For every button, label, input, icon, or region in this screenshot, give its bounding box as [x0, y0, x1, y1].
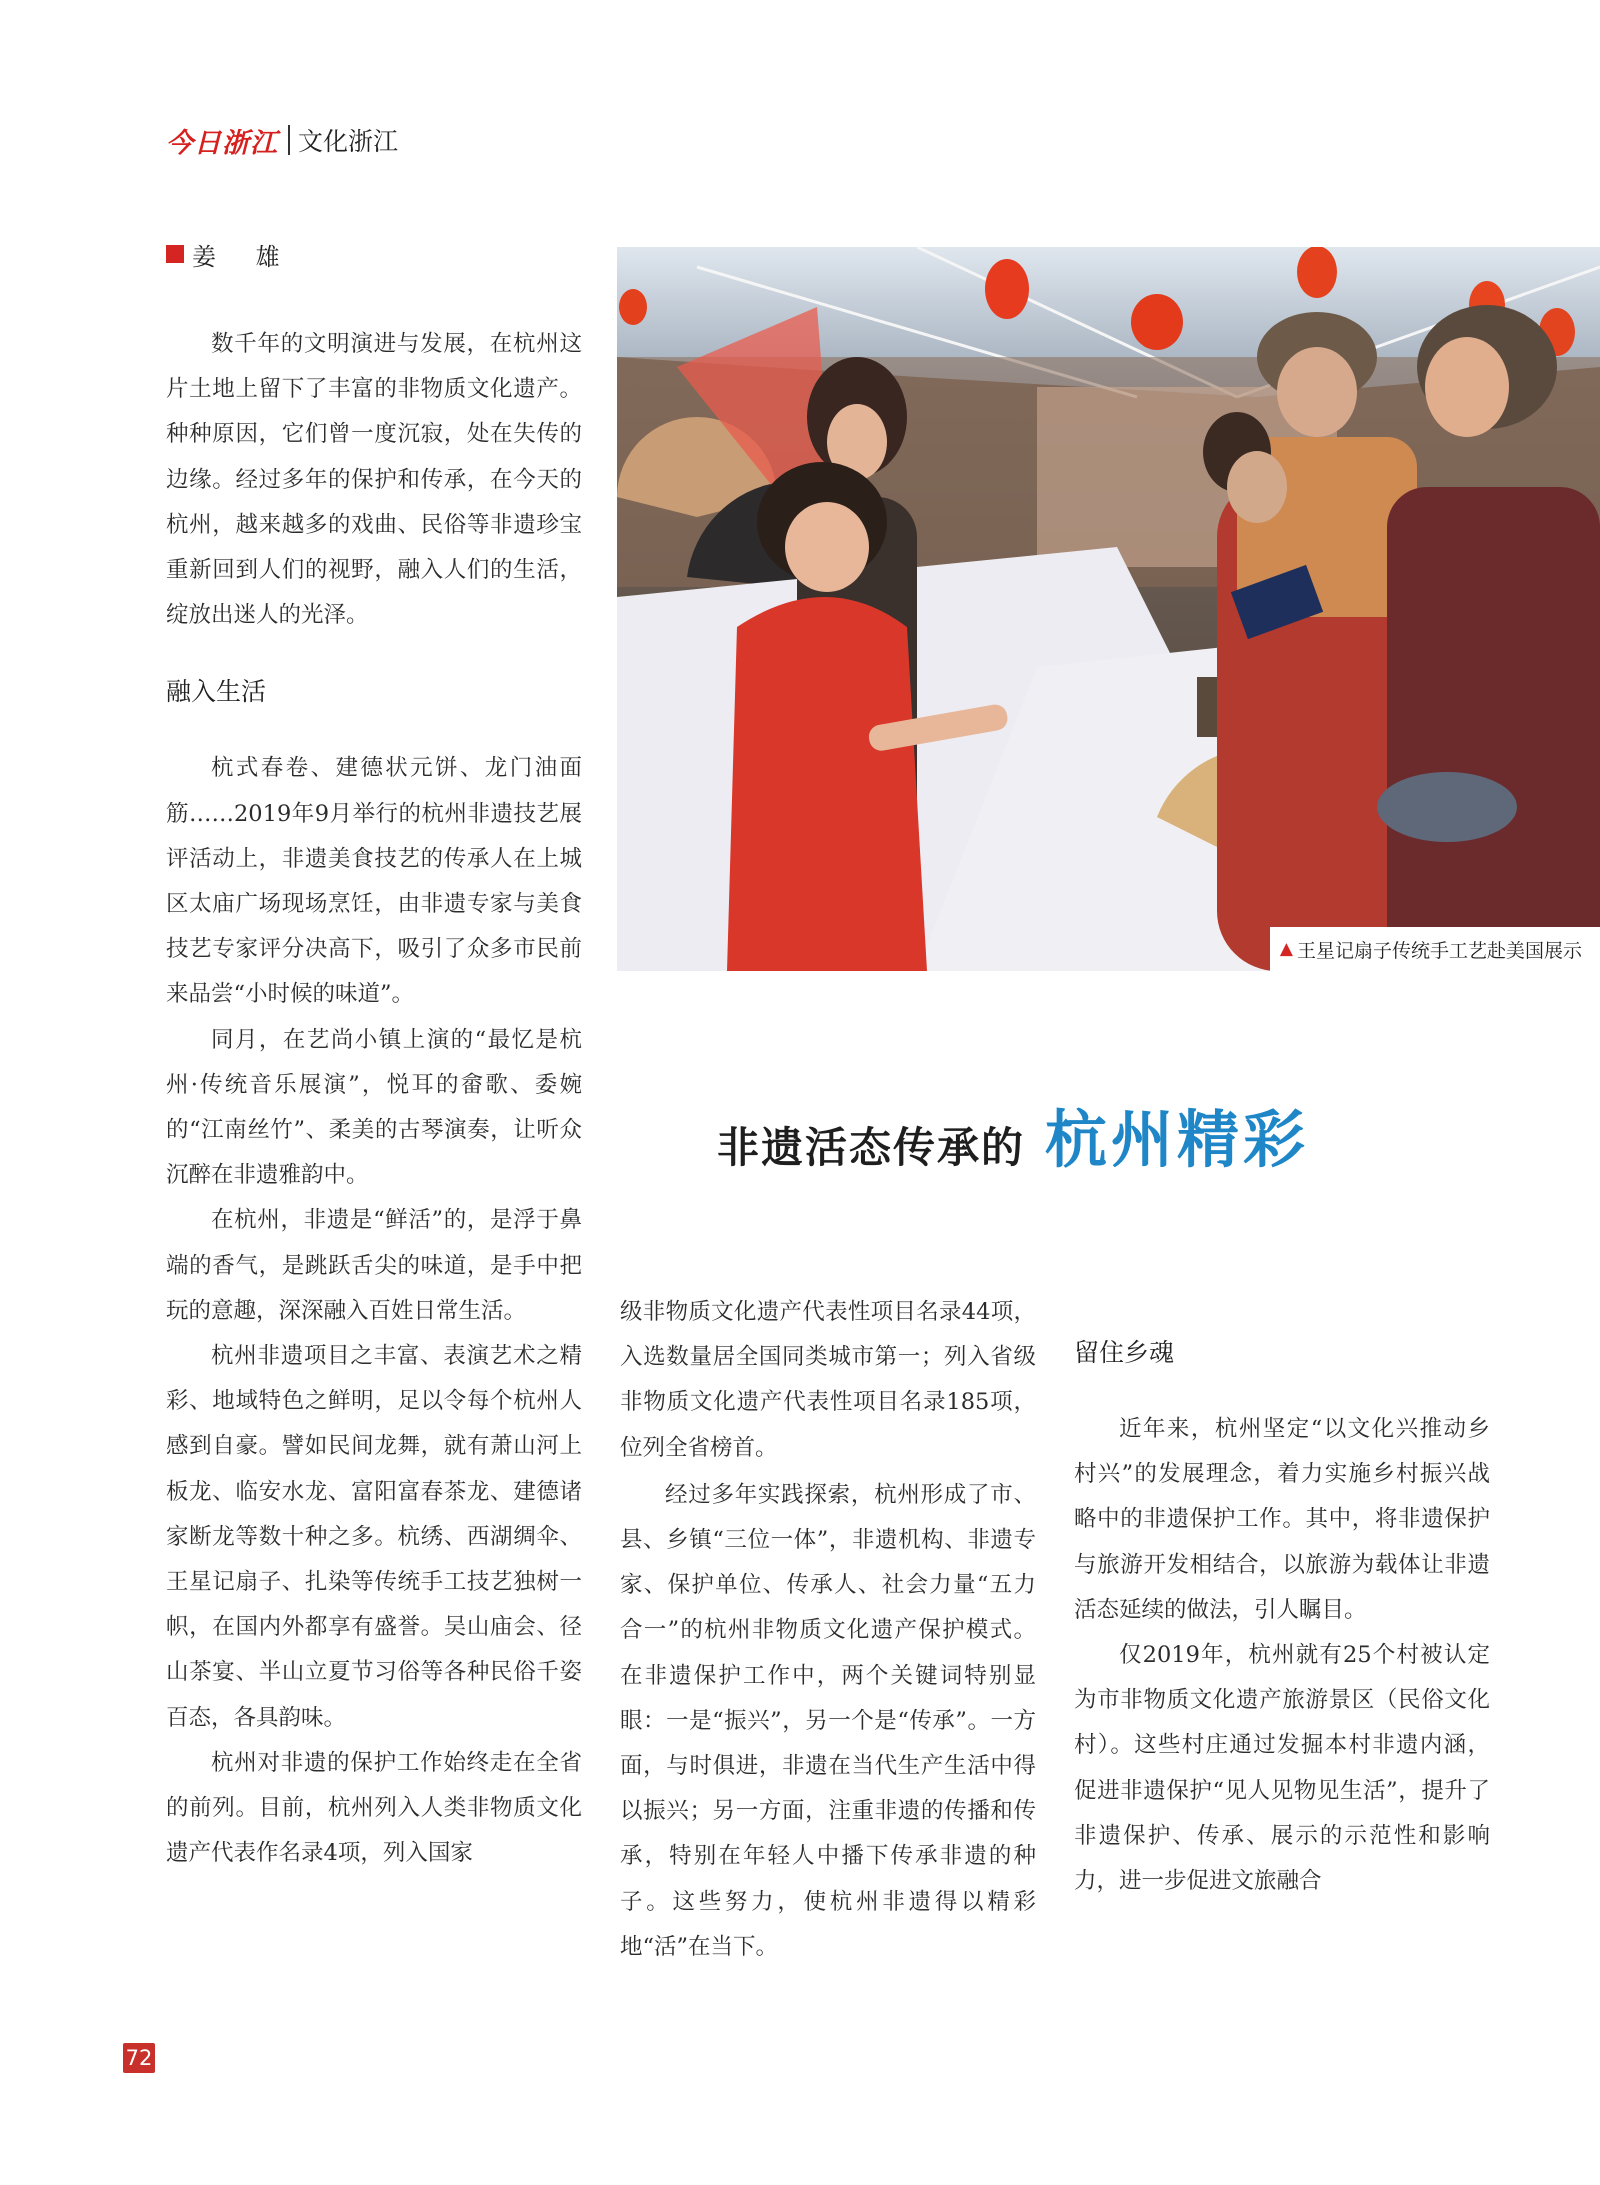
brand-logo: 今日浙江	[166, 127, 278, 159]
paragraph: 杭州对非遗的保护工作始终走在全省的前列。目前，杭州列入人类非物质文化遗产代表作名录4项，列入国家	[166, 1749, 582, 1867]
section-title: 文化浙江	[298, 127, 399, 156]
section-heading-1: 融入生活	[166, 677, 267, 707]
section-heading-2: 留住乡魂	[1074, 1338, 1175, 1367]
photo-illustration	[617, 247, 1600, 971]
paragraph: 仅2019年，杭州就有25个村被认定为市非物质文化遗产旅游景区（民俗文化村）。这些村庄通过发掘本村非遗内涵，促进非遗保护“见人见物见生活”，提升了非遗保护、传承、展示的示范性和影响力，进一步促进文旅融合	[1074, 1642, 1490, 1895]
intro-paragraph: 数千年的文明演进与发展，在杭州这片土地上留下了丰富的非物质文化遗产。种种原因，它们曾一度沉寂，处在失传的边缘。经过多年的保护和传承，在今天的杭州，越来越多的戏曲、民俗等非遗珍宝重新回到人们的视野，融入人们的生活，绽放出迷人的光泽。	[166, 331, 582, 629]
author-byline	[166, 236, 296, 272]
title-part-2: 杭州精彩	[1045, 1103, 1310, 1176]
paragraph: 在杭州，非遗是“鲜活”的，是浮于鼻端的香气，是跳跃舌尖的味道，是手中把玩的意趣，深深融入百姓日常生活。	[166, 1207, 582, 1324]
photo-caption	[1270, 927, 1600, 971]
title-part-1: 非遗活态传承的	[717, 1123, 1026, 1172]
paragraph: 杭式春卷、建德状元饼、龙门油面筋……2019年9月举行的杭州非遗技艺展评活动上，非遗美食技艺的传承人在上城区太庙广场现场烹饪，由非遗专家与美食技艺专家评分决高下，吸引了众多市民前来品尝“小时候的味道”。	[166, 755, 582, 1008]
text-column-2	[620, 1290, 1036, 1970]
paragraph: 杭州非遗项目之丰富、表演艺术之精彩、地域特色之鲜明，足以令每个杭州人感到自豪。譬如民间龙舞，就有萧山河上板龙、临安水龙、富阳富春茶龙、建德诸家断龙等数十种之多。杭绣、西湖绸伞、王星记扇子、扎染等传统手工技艺独树一帜，在国内外都享有盛誉。吴山庙会、径山茶宴、半山立夏节习俗等各种民俗千姿百态，各具韵味。	[166, 1343, 582, 1731]
paragraph: 同月，在艺尚小镇上演的“最忆是杭州·传统音乐展演”，悦耳的畲歌、委婉的“江南丝竹”、柔美的古琴演奏，让听众沉醉在非遗雅韵中。	[166, 1026, 582, 1189]
paragraph: 近年来，杭州坚定“以文化兴推动乡村兴”的发展理念，着力实施乡村振兴战略中的非遗保护工作。其中，将非遗保护与旅游开发相结合，以旅游为载体让非遗活态延续的做法，引人瞩目。	[1074, 1416, 1490, 1623]
caption-text: 王星记扇子传统手工艺赴美国展示	[1296, 939, 1582, 962]
page-number: 72	[123, 2043, 155, 2073]
page-header	[166, 118, 398, 162]
article-title	[717, 1105, 1309, 1175]
text-column-3	[1074, 1333, 1490, 1904]
article-photo	[617, 247, 1600, 971]
paragraph-continued: 级非物质文化遗产代表性项目名录44项，入选数量居全国同类城市第一；列入省级非物质文化遗产代表性项目名录185项，位列全省榜首。	[620, 1299, 1036, 1461]
paragraph: 经过多年实践探索，杭州形成了市、县、乡镇“三位一体”，非遗机构、非遗专家、保护单位、传承人、社会力量“五力合一”的杭州非物质文化遗产保护模式。在非遗保护工作中，两个关键词特别显眼：一是“振兴”，另一个是“传承”。一方面，与时俱进，非遗在当代生产生活中得以振兴；另一方面，注重非遗的传播和传承，特别在年轻人中播下传承非遗的种子。这些努力，使杭州非遗得以精彩地“活”在当下。	[620, 1481, 1036, 1960]
text-column-1	[166, 322, 582, 1877]
author-name: 姜 雄	[192, 242, 296, 271]
author-marker-icon	[166, 245, 184, 263]
triangle-marker-icon: ▲	[1279, 939, 1293, 959]
header-divider	[288, 125, 290, 155]
